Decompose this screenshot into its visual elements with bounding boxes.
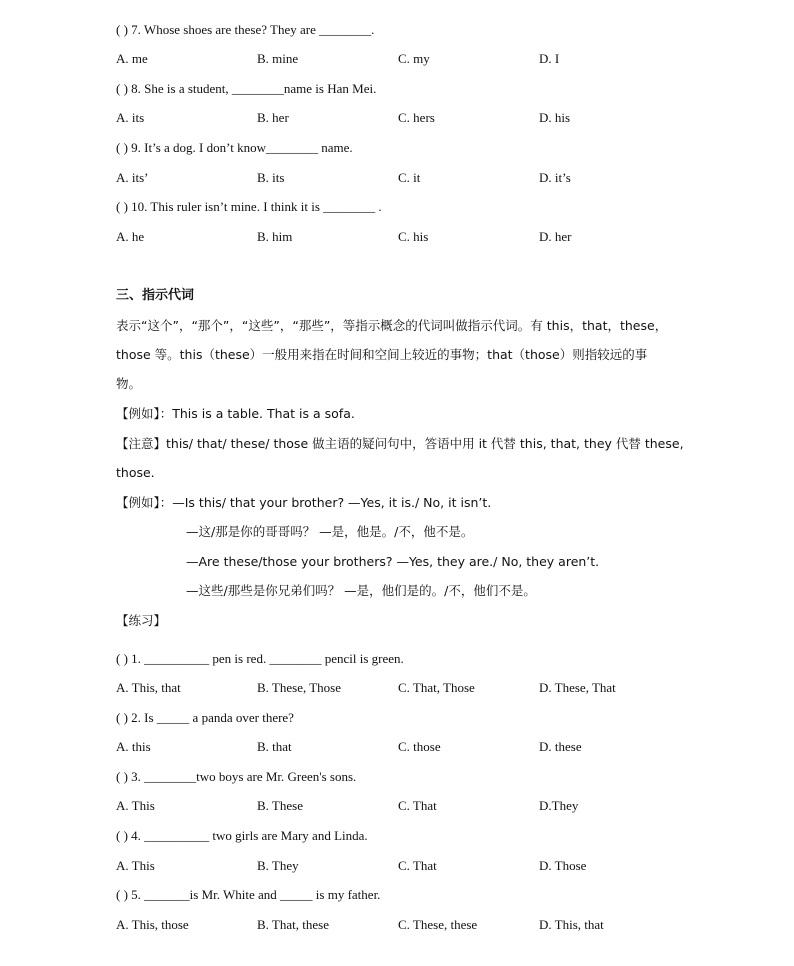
example-line: —这/那是你的哥哥吗？ —是，他是。/不，他不是。 <box>186 524 474 539</box>
option-a: A. This <box>116 858 155 873</box>
option-c: C. These, these <box>398 917 478 932</box>
option-a: A. this <box>116 739 151 754</box>
option-c: C. hers <box>398 110 435 125</box>
note-line: those. <box>116 465 155 480</box>
question-9: ( ) 9. It’s a dog. I don’t know________ name. <box>116 140 353 155</box>
practice-question-3: ( ) 3. ________two boys are Mr. Green's sons. <box>116 769 357 784</box>
option-d: D. her <box>539 229 572 244</box>
option-b: B. its <box>257 170 285 185</box>
option-a: A. he <box>116 229 145 244</box>
option-a: A. its <box>116 110 145 125</box>
option-c: C. my <box>398 51 430 66</box>
option-d: D. it’s <box>539 170 571 185</box>
option-b: B. her <box>257 110 289 125</box>
practice-question-4: ( ) 4. __________ two girls are Mary and Linda. <box>116 828 368 843</box>
option-c: C. That <box>398 858 437 873</box>
example-line: 【例如】：This is a table. That is a sofa. <box>116 406 355 421</box>
option-d: D. Those <box>539 858 587 873</box>
example-line: 【例如】：—Is this/ that your brother? —Yes, it is./ No, it isn’t. <box>116 495 492 510</box>
option-a: A. me <box>116 51 148 66</box>
option-d: D. I <box>539 51 560 66</box>
practice-question-1: ( ) 1. __________ pen is red. ________ pencil is green. <box>116 651 404 666</box>
option-d: D.They <box>539 798 579 813</box>
option-c: C. his <box>398 229 429 244</box>
example-line: —Are these/those your brothers? —Yes, they are./ No, they aren’t. <box>186 554 600 569</box>
paragraph-line: 物。 <box>116 376 142 391</box>
option-a: A. This, those <box>116 917 189 932</box>
paragraph-line: 表示“这个”，“那个”，“这些”，“那些”，等指示概念的代词叫做指示代词。有 this，that，these， <box>116 318 668 333</box>
option-c: C. That, Those <box>398 680 475 695</box>
option-b: B. These, Those <box>257 680 342 695</box>
practice-question-2: ( ) 2. Is _____ a panda over there? <box>116 710 294 725</box>
option-c: C. those <box>398 739 441 754</box>
option-b: B. They <box>257 858 299 873</box>
note-line: 【注意】this/ that/ these/ those 做主语的疑问句中，答语中用 it 代替 this, that, they 代替 these, <box>116 436 684 451</box>
option-a: A. its’ <box>116 170 149 185</box>
option-a: A. This, that <box>116 680 181 695</box>
question-8: ( ) 8. She is a student, ________name is Han Mei. <box>116 81 377 96</box>
example-line: —这些/那些是你兄弟们吗？ —是，他们是的。/不，他们不是。 <box>186 583 536 598</box>
option-c: C. it <box>398 170 421 185</box>
option-a: A. This <box>116 798 155 813</box>
option-b: B. him <box>257 229 293 244</box>
option-d: D. these <box>539 739 582 754</box>
option-d: D. This, that <box>539 917 604 932</box>
question-10: ( ) 10. This ruler isn’t mine. I think it is ________ . <box>116 199 382 214</box>
option-c: C. That <box>398 798 437 813</box>
option-b: B. mine <box>257 51 299 66</box>
practice-label: 【练习】 <box>116 613 167 628</box>
practice-question-5: ( ) 5. _______is Mr. White and _____ is my father. <box>116 887 381 902</box>
option-b: B. That, these <box>257 917 329 932</box>
option-b: B. These <box>257 798 303 813</box>
paragraph-line: those 等。this（these）一般用来指在时间和空间上较近的事物；that（those）则指较远的事 <box>116 347 648 362</box>
option-d: D. his <box>539 110 571 125</box>
question-7: ( ) 7. Whose shoes are these? They are ________. <box>116 22 375 37</box>
option-d: D. These, That <box>539 680 616 695</box>
option-b: B. that <box>257 739 292 754</box>
section-heading: 三、指示代词 <box>116 288 195 303</box>
